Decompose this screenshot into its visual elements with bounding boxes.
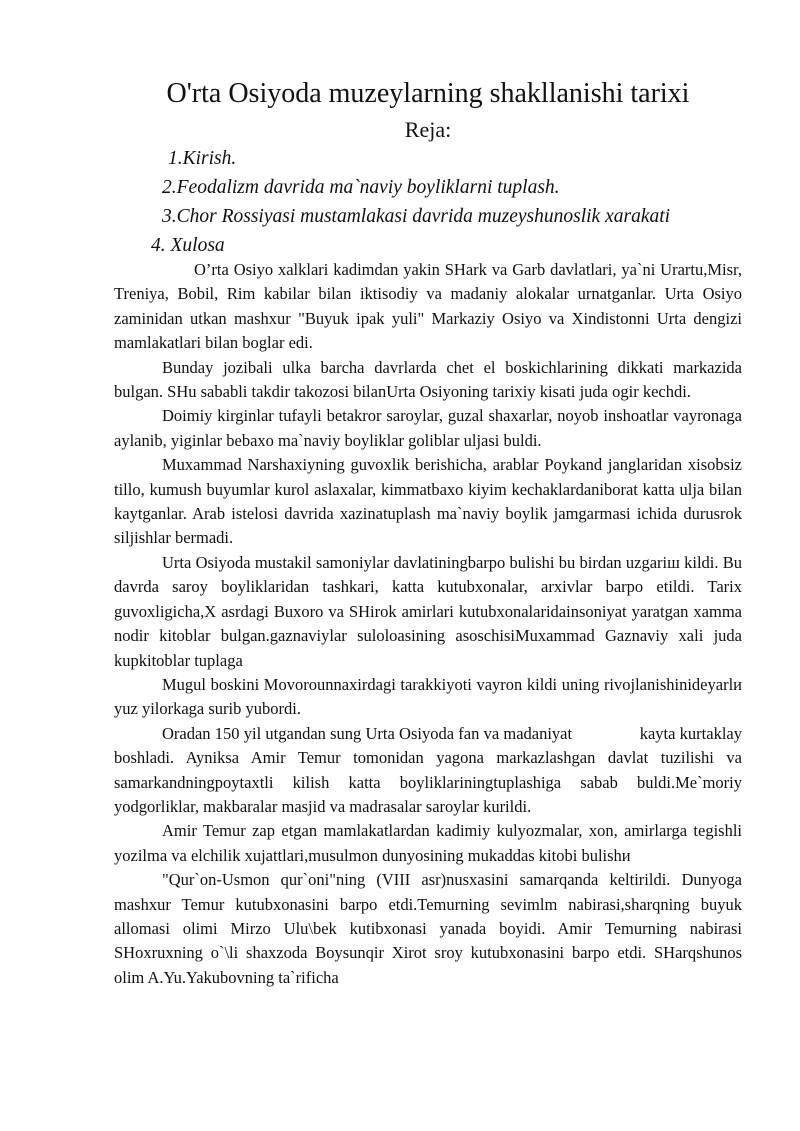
paragraph-9: "Qur`on-Usmon qur`oni"ning (VIII asr)nusxasini samarqanda keltirildi. Dunyoga mashxur Temur kutubxonasini barpo etdi.Temurning sevimlm nabirasi,sharqning buyuk allomasi olimi Mirzo Ulu\bek kutibxonasi yanada boyidi. Amir Temurning nabirasi SHoxruxning o`\li shaxzoda Boysunqir Xirot sroy kutubxonasini barpo etdi. SHarqshunos olim A.Yu.Yakubovning ta`rificha (114, 870, 742, 987)
plan-heading: Reja: (404, 117, 452, 142)
paragraph-7: Oradan 150 yil utgandan sung Urta Osiyoda fan va madaniyat kayta kurtaklay boshladi. Ayniksa Amir Temur tomonidan yagona markazlashgan davlat tuzilishi va samarkandningpoytaxtli kilish katta boyliklariningtuplashiga sabab buldi.Me`moriy yodgorliklar, makbaralar masjid va madrasalar saroylar kurildi. (114, 723, 747, 816)
paragraph-2: Bunday jozibali ulka barcha davrlarda chet el boskichlarining dikkati markazida bulgan. SHu sababli takdir takozosi bilanUrta Osiyoning tarixiy kisati juda ogir kechdi. (114, 357, 742, 402)
document-title: O'rta Osiyoda muzeylarning shakllanishi tarixi (166, 78, 690, 109)
plan-item-3: 3.Chor Rossiyasi mustamlakasi davrida muzeyshunoslik xarakati (162, 206, 671, 227)
plan-item-1: 1.Kirish. (168, 148, 237, 169)
paragraph-4: Muxammad Narshaxiyning guvoxlik berishicha, arablar Poykand janglaridan xisobsiz tillo, kumush buyumlar kurol aslaxalar, kimmatbaxo kiyim kechaklardaniborat katta ulja bilan kaytganlar. Arab istelosi davrida xazinatuplash ma`naviy boylik jamgarmasi ichida durusrok siljishlar bermadi. (114, 455, 742, 548)
paragraph-3: Doimiy kirginlar tufayli betakror saroylar, guzal shaxarlar, noyob inshoatlar vayronaga aylanib, yiginlar bebaxo ma`naviy boyliklar goliblar uljasi buldi. (114, 406, 742, 450)
paragraph-5: Urta Osiyoda mustakil samoniylar davlatiningbarpo bulishi bu birdan uzgariш kildi. Bu davrda saroy boyliklaridan tashkari, katta kutubxonalar, arxivlar barpo etildi. Tarix guvoxligicha,X asrdagi Buxoro va SHirok amirlari kutubxonalaridainsoniyat yaratgan xamma nodir kitoblar bulgan.gaznaviylar suloloasining asoschisiMuxammad Gaznaviy xali juda kupkitoblar tuplaga (114, 552, 742, 670)
paragraph-6: Mugul boskini Movorounnaxirdagi tarakkiyoti vayron kildi uning rivojlanishinideyarlи yuz yilorkaga surib yubordi. (114, 674, 742, 719)
paragraph-1: O’rta Osiyo xalklari kadimdan yakin SHark va Garb davlatlari, ya`ni Urartu,Misr, Treniya, Bobil, Rim kabilar bilan iktisodiy va madaniy alokalar urnatganlar. Urta Osiyo zaminidan utkan mashxur "Buyuk ipak yuli" Markaziy Osiyo va Xindistonni Urta dengizi mamlakatlari bilan boglar edi. (114, 260, 742, 353)
plan-item-4: 4. Xulosa (151, 235, 225, 256)
body-text (114, 258, 747, 990)
plan-item-2: 2.Feodalizm davrida ma`naviy boyliklarni tuplash. (162, 177, 560, 198)
paragraph-8: Amir Temur zap etgan mamlakatlardan kadimiy kulyozmalar, xon, amirlarga tegishli yozilma va elchilik xujattlari,musulmon dunyosining mukaddas kitobi bulishи (114, 821, 742, 865)
